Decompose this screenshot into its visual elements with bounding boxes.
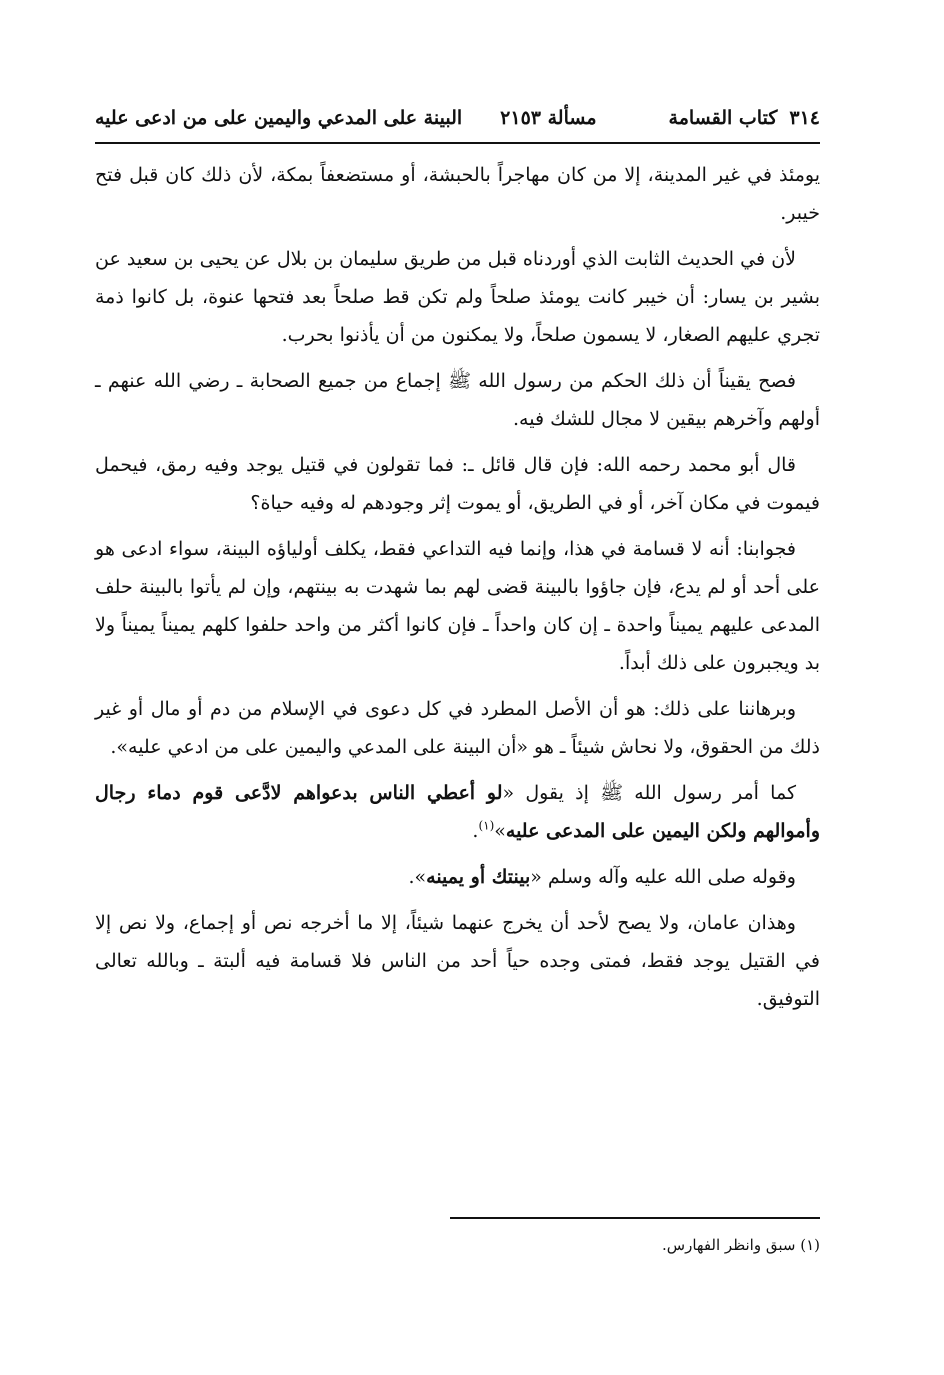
footnote-marker[interactable]: (١) [478,818,495,833]
issue-number: مسألة ٢١٥٣ [500,107,597,129]
sentence-end: . [472,820,479,842]
page-number: ٣١٤ [789,107,820,129]
book-page [95,100,820,1254]
footnote: (١) سبق وانظر الفهارس. [662,1236,820,1254]
body-text [95,156,820,1018]
hadith-paragraph [95,858,820,896]
hadith-quote: بينتك أو يمينه [426,866,531,888]
paragraph: وهذان عامان، ولا يصح لأحد أن يخرج عنهما شيئاً، إلا ما أخرجه نص أو إجماع، ولا نص إلا في القتيل يوجد فقط، فمتى وجده حياً أحد من الناس فلا قسامة فيه ألبتة ـ وبالله تعالى التوفيق. [95,912,820,1010]
quote-close: » [494,820,506,842]
paragraph: فصح يقيناً أن ذلك الحكم من رسول الله ﷺ إجماع من جميع الصحابة ـ رضي الله عنهم ـ أولهم وآخرهم بيقين لا مجال للشك فيه. [95,370,820,430]
paragraph: قال أبو محمد رحمه الله: فإن قال قائل ـ: فما تقولون في قتيل يوجد وفيه رمق، فيحمل فيموت في مكان آخر، أو في الطريق، أو يموت إثر وجودهم له وفيه حياة؟ [95,454,820,514]
hadith-quote: لو أعطي الناس بدعواهم لادَّعى قوم دماء رجال وأموالهم ولكن اليمين على المدعى عليه [95,782,820,842]
paragraph: وبرهاننا على ذلك: هو أن الأصل المطرد في كل دعوى في الإسلام من دم أو مال أو غير ذلك من الحقوق، ولا نحاش شيئاً ـ هو «أن البينة على المدعي واليمين على من ادعي عليه». [95,698,820,758]
footnote-divider [450,1217,820,1219]
section-title: البينة على المدعي واليمين على من ادعى عليه [95,107,463,129]
paragraph: فجوابنا: أنه لا قسامة في هذا، وإنما فيه التداعي فقط، يكلف أولياؤه البينة، سواء ادعى هو على أحد أو لم يدع، فإن جاؤوا بالبينة قضى لهم بما شهدت به بينتهم، وإن لم يأتوا بالبينة حلف المدعى عليهم يميناً واحدة ـ إن كان واحداً ـ فإن كانوا أكثر من واحد حلفوا كلهم يميناً يميناً ولا بد ويجبرون على ذلك أبداً. [95,538,820,674]
header-divider [95,142,820,144]
hadith-paragraph [95,774,820,850]
hadith-intro: وقوله صلى الله عليه وآله وسلم « [530,866,796,888]
paragraph: يومئذ في غير المدينة، إلا من كان مهاجراً بالحبشة، أو مستضعفاً بمكة، لأن ذلك كان قبل فتح خيبر. [95,164,820,224]
hadith-intro: كما أمر رسول الله ﷺ إذ يقول « [502,782,796,804]
paragraph: لأن في الحديث الثابت الذي أوردناه قبل من طريق سليمان بن بلال عن يحيى بن سعيد عن بشير بن يسار: أن خيبر كانت يومئذ صلحاً ولم تكن قط صلحاً بعد فتحها عنوة، بل كانوا ذمة تجري عليهم الصغار، لا يسمون صلحاً، ولا يمكنون من أن يأذنوا بحرب. [95,248,820,346]
quote-close: ». [408,866,427,888]
header-book-info [500,100,820,136]
book-title: كتاب القسامة [668,107,778,129]
running-header [95,100,820,136]
